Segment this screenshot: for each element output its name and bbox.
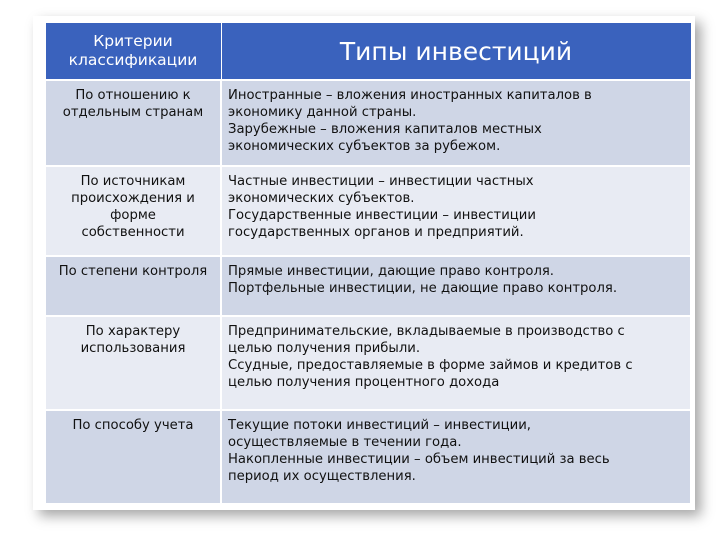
types-line: Государственные инвестиции – инвестиции [228, 208, 536, 223]
investment-types-table [44, 22, 692, 505]
types-line: Прямые инвестиции, дающие право контроля. [228, 264, 555, 279]
table-row [45, 166, 691, 256]
criterion-line: По степени контроля [58, 264, 208, 279]
criteria-header [45, 23, 221, 81]
types-line: Иностранные – вложения иностранных капиталов в [228, 88, 592, 103]
criteria-header-line: классификации [68, 51, 198, 69]
table-row [45, 256, 691, 316]
types-line: целью получения процентного дохода [228, 375, 500, 390]
criterion-line: По источникам [80, 174, 186, 189]
types-line: Зарубежные – вложения капиталов местных [228, 122, 542, 137]
types-line: осуществляемые в течении года. [228, 435, 462, 450]
types-cell [221, 166, 691, 256]
types-header: Типы инвестиций [221, 23, 691, 81]
table-header-row [45, 23, 691, 81]
criterion-line: По способу учета [72, 418, 194, 433]
criterion-line: использования [80, 341, 186, 356]
types-line: Ссудные, предоставляемые в форме займов и кредитов с [228, 358, 633, 373]
criterion-cell [45, 80, 221, 166]
criterion-cell [45, 316, 221, 410]
criterion-line: По отношению к [75, 88, 191, 103]
types-line: Накопленные инвестиции – объем инвестиций за весь [228, 452, 610, 467]
criterion-cell [45, 410, 221, 504]
types-line: экономических субъектов. [228, 191, 415, 206]
criterion-cell [45, 166, 221, 256]
types-cell [221, 410, 691, 504]
types-line: экономических субъектов за рубежом. [228, 139, 501, 154]
criterion-line: По характеру [85, 324, 181, 339]
types-line: целью получения прибыли. [228, 341, 421, 356]
types-cell [221, 256, 691, 316]
criterion-line: происхождения и [71, 191, 195, 206]
types-line: период их осуществления. [228, 469, 416, 484]
types-line: экономику данной страны. [228, 105, 417, 120]
types-cell [221, 80, 691, 166]
table-row [45, 410, 691, 504]
types-line: Предпринимательские, вкладываемые в производство с [228, 324, 625, 339]
criterion-line: форме [110, 208, 156, 223]
criterion-line: собственности [81, 225, 185, 240]
table-row [45, 316, 691, 410]
criterion-cell [45, 256, 221, 316]
types-line: государственных органов и предприятий. [228, 225, 524, 240]
types-line: Портфельные инвестиции, не дающие право контроля. [228, 281, 618, 296]
types-cell [221, 316, 691, 410]
table-row [45, 80, 691, 166]
criterion-line: отдельным странам [62, 105, 204, 120]
types-line: Текущие потоки инвестиций – инвестиции, [228, 418, 531, 433]
criteria-header-line: Критерии [93, 32, 173, 50]
types-line: Частные инвестиции – инвестиции частных [228, 174, 534, 189]
